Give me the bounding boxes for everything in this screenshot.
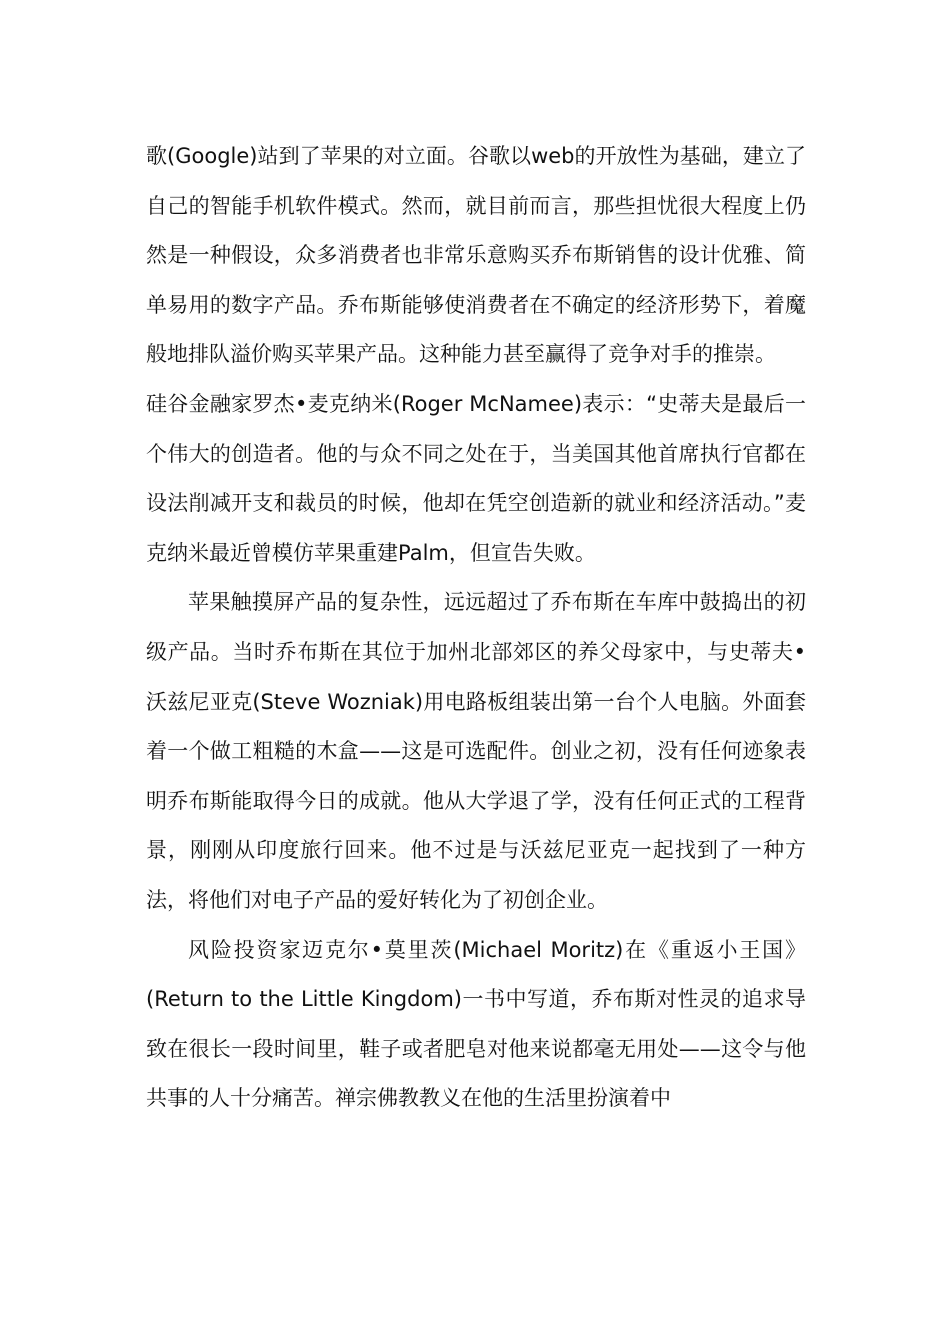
document-page	[146, 132, 806, 1124]
paragraph-garage-origins: 苹果触摸屏产品的复杂性，远远超过了乔布斯在车库中鼓捣出的初级产品。当时乔布斯在其位于加州北部郊区的养父母家中，与史蒂夫•沃兹尼亚克(Steve Wozniak)用电路板组装出第一台个人电脑。外面套着一个做工粗糙的木盒——这是可选配件。创业之初，没有任何迹象表明乔布斯能取得今日的成就。他从大学退了学，没有任何正式的工程背景，刚刚从印度旅行回来。他不过是与沃兹尼亚克一起找到了一种方法，将他们对电子产品的爱好转化为了初创企业。	[146, 590, 806, 912]
paragraph-google-web-model: 歌(Google)站到了苹果的对立面。谷歌以web的开放性为基础，建立了自己的智能手机软件模式。然而，就目前而言，那些担忧很大程度上仍然是一种假设，众多消费者也非常乐意购买乔布斯销售的设计优雅、简单易用的数字产品。乔布斯能够使消费者在不确定的经济形势下，着魔般地排队溢价购买苹果产品。这种能力甚至赢得了竞争对手的推崇。	[146, 144, 806, 367]
paragraph-moritz-book: 风险投资家迈克尔•莫里茨(Michael Moritz)在《重返小王国》(Return to the Little Kingdom)一书中写道，乔布斯对性灵的追求导致在很长一段时间里，鞋子或者肥皂对他来说都毫无用处——这令与他共事的人十分痛苦。禅宗佛教教义在他的生活里扮演着中	[146, 937, 806, 1111]
paragraph-mcnamee-quote: 硅谷金融家罗杰•麦克纳米(Roger McNamee)表示：“史蒂夫是最后一个伟大的创造者。他的与众不同之处在于，当美国其他首席执行官都在设法削减开支和裁员的时候，他却在凭空创造新的就业和经济活动。”麦克纳米最近曾模仿苹果重建Palm，但宣告失败。	[146, 391, 806, 565]
